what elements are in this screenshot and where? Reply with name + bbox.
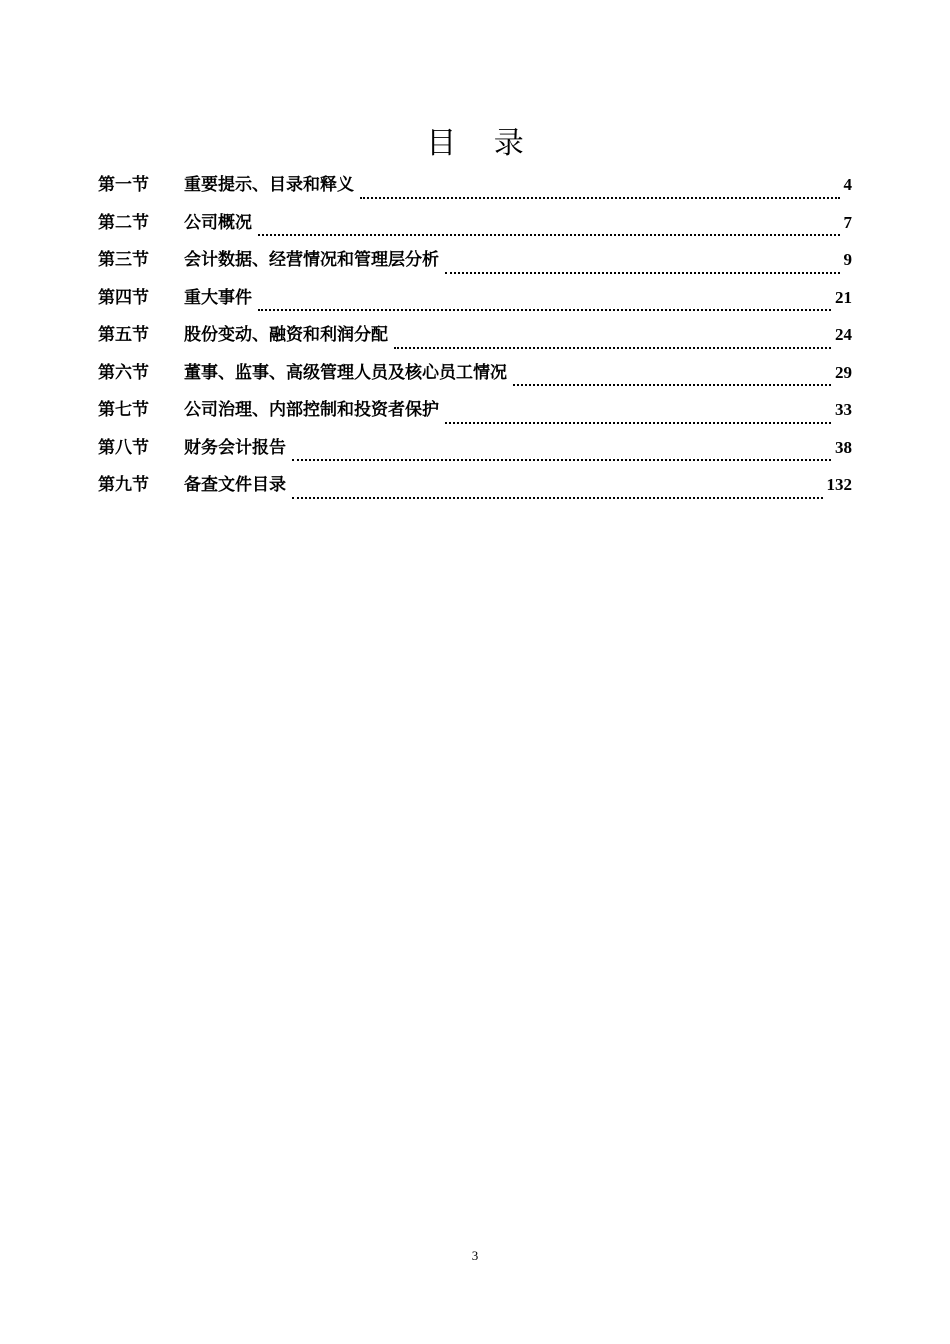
toc-entry-3[interactable] bbox=[98, 241, 852, 279]
toc-page-number: 21 bbox=[835, 287, 852, 307]
toc-section-label: 第七节 bbox=[98, 400, 149, 420]
table-of-contents bbox=[98, 166, 852, 504]
toc-entry-1[interactable] bbox=[98, 166, 852, 204]
toc-entry-title: 备查文件目录 bbox=[184, 475, 286, 495]
toc-dot-leader bbox=[445, 422, 831, 424]
toc-section-label: 第五节 bbox=[98, 325, 149, 345]
page-number: 3 bbox=[471, 1248, 479, 1263]
toc-entry-8[interactable] bbox=[98, 429, 852, 467]
toc-section-label: 第四节 bbox=[98, 287, 149, 308]
toc-page-number: 29 bbox=[835, 362, 852, 382]
toc-page-number: 132 bbox=[826, 475, 852, 494]
toc-entry-title: 公司治理、内部控制和投资者保护 bbox=[184, 400, 439, 420]
toc-entry-title: 董事、监事、高级管理人员及核心员工情况 bbox=[184, 362, 507, 383]
toc-entry-title: 财务会计报告 bbox=[184, 437, 286, 458]
toc-entry-title: 公司概况 bbox=[184, 212, 252, 233]
toc-dot-leader bbox=[292, 497, 823, 499]
toc-dot-leader bbox=[360, 197, 840, 199]
toc-page-number: 7 bbox=[843, 212, 852, 232]
toc-entry-title: 会计数据、经营情况和管理层分析 bbox=[184, 250, 439, 270]
toc-entry-title: 重大事件 bbox=[184, 287, 252, 308]
toc-dot-leader bbox=[258, 309, 831, 311]
toc-entry-4[interactable] bbox=[98, 279, 852, 317]
toc-section-label: 第一节 bbox=[98, 175, 149, 195]
toc-entry-2[interactable] bbox=[98, 204, 852, 242]
toc-entry-title: 重要提示、目录和释义 bbox=[184, 175, 354, 195]
toc-entry-9[interactable] bbox=[98, 466, 852, 504]
toc-entry-5[interactable] bbox=[98, 316, 852, 354]
toc-page-number: 38 bbox=[835, 437, 852, 457]
toc-dot-leader bbox=[394, 347, 831, 349]
toc-entry-title: 股份变动、融资和利润分配 bbox=[184, 325, 388, 345]
toc-entry-7[interactable] bbox=[98, 391, 852, 429]
toc-page-number: 4 bbox=[843, 175, 852, 194]
toc-section-label: 第六节 bbox=[98, 362, 149, 383]
page-title: 目 录 bbox=[426, 126, 538, 161]
toc-dot-leader bbox=[445, 272, 840, 274]
toc-page-number: 33 bbox=[835, 400, 852, 419]
toc-dot-leader bbox=[292, 459, 831, 461]
toc-page-number: 9 bbox=[843, 250, 852, 269]
toc-section-label: 第二节 bbox=[98, 212, 149, 233]
toc-page-number: 24 bbox=[835, 325, 852, 344]
toc-section-label: 第三节 bbox=[98, 250, 149, 270]
toc-section-label: 第八节 bbox=[98, 437, 149, 458]
toc-section-label: 第九节 bbox=[98, 475, 149, 495]
toc-dot-leader bbox=[258, 234, 840, 236]
toc-dot-leader bbox=[513, 384, 831, 386]
toc-entry-6[interactable] bbox=[98, 354, 852, 392]
